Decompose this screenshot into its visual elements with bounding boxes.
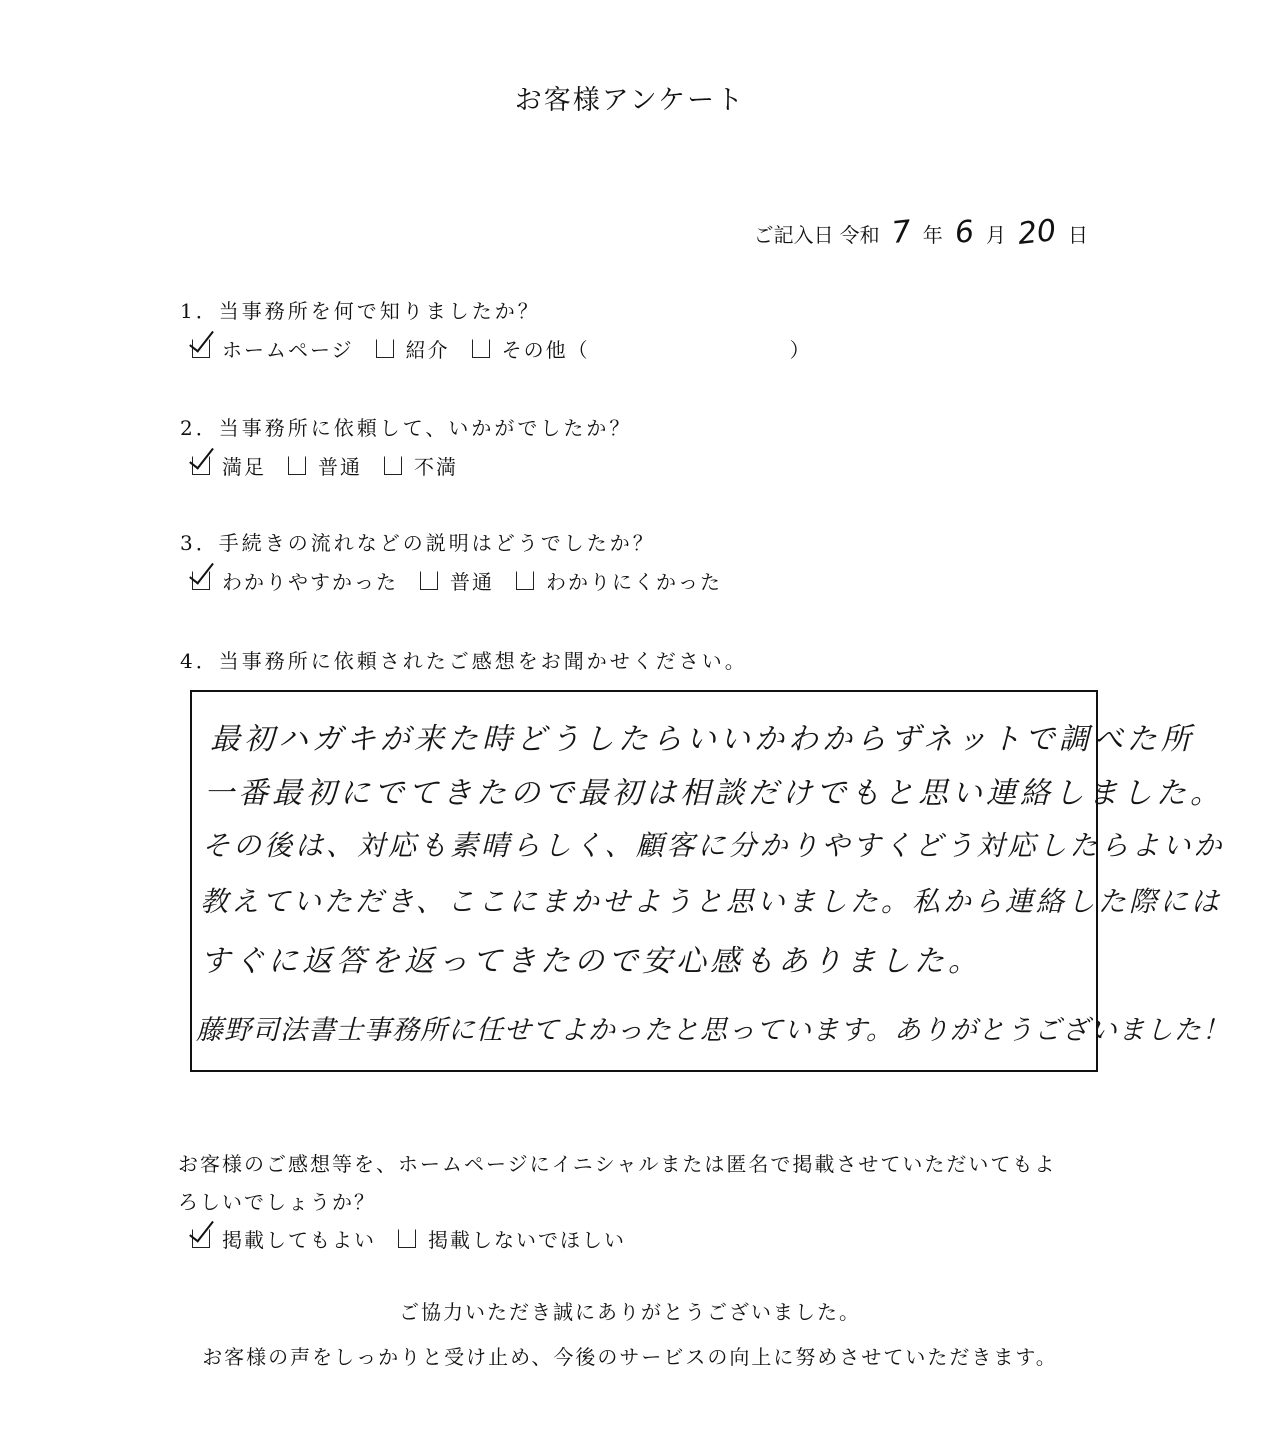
date-year-unit: 年 bbox=[922, 223, 943, 247]
question-2-options bbox=[192, 451, 480, 480]
date-month-unit: 月 bbox=[985, 223, 1006, 247]
option-label: 掲載してもよい bbox=[222, 1228, 376, 1252]
page-title: お客様アンケート bbox=[514, 85, 746, 116]
date-day-unit: 日 bbox=[1068, 223, 1088, 247]
option-label: 紹介 bbox=[405, 338, 450, 362]
option-label: 掲載しないでほしい bbox=[428, 1228, 626, 1252]
date-day-value: 20 bbox=[1016, 213, 1058, 252]
date-month-value: 6 bbox=[952, 214, 976, 251]
option-label: 不満 bbox=[414, 455, 458, 479]
checked-checkbox-icon[interactable] bbox=[192, 456, 210, 475]
q3-option-unclear[interactable] bbox=[516, 566, 722, 595]
q1-option-other[interactable] bbox=[472, 334, 810, 363]
checked-checkbox-icon[interactable] bbox=[192, 571, 210, 590]
q2-option-average[interactable] bbox=[288, 451, 362, 480]
option-label: わかりにくかった bbox=[546, 570, 722, 594]
question-1-options bbox=[192, 334, 832, 363]
date-year-value: 7 bbox=[889, 214, 913, 251]
consent-options bbox=[192, 1224, 648, 1253]
checked-checkbox-icon[interactable] bbox=[192, 339, 210, 358]
q2-option-satisfied[interactable] bbox=[192, 451, 266, 480]
q2-option-dissatisfied[interactable] bbox=[384, 451, 458, 480]
checkbox-icon[interactable] bbox=[420, 571, 438, 590]
option-label: 普通 bbox=[450, 570, 494, 594]
comment-box[interactable] bbox=[190, 690, 1230, 1072]
question-3-options bbox=[192, 566, 744, 595]
checkbox-icon[interactable] bbox=[472, 339, 490, 358]
question-4: 4．当事務所に依頼されたご感想をお聞かせください。 bbox=[180, 649, 748, 673]
footer-thanks: ご協力いただき誠にありがとうございました。 bbox=[399, 1300, 861, 1324]
comment-line: 一番最初にでてきたので最初は相談だけでもと思い連絡しました。 bbox=[204, 776, 1224, 811]
checkbox-icon[interactable] bbox=[516, 571, 534, 590]
option-label: わかりやすかった bbox=[222, 570, 398, 594]
checkbox-icon[interactable] bbox=[288, 456, 306, 475]
consent-option-deny[interactable] bbox=[398, 1224, 626, 1253]
entry-date bbox=[753, 213, 1088, 252]
question-3: 3．手続きの流れなどの説明はどうでしたか？ bbox=[180, 531, 656, 555]
comment-line: その後は、対応も素晴らしく、顧客に分かりやすくどう対応したらよいか bbox=[202, 829, 1225, 862]
q1-option-referral[interactable] bbox=[376, 334, 450, 363]
comment-line: 最初ハガキが来た時どうしたらいいかわからずネットで調べた所 bbox=[210, 722, 1195, 757]
option-label: その他（ bbox=[501, 338, 590, 362]
q1-option-homepage[interactable] bbox=[192, 334, 354, 363]
comment-line: 教えていただき、ここにまかせようと思いました。私から連絡した際には bbox=[200, 885, 1222, 918]
consent-question-line-2: ろしいでしょうか？ bbox=[178, 1190, 376, 1214]
comment-line: すぐに返答を返ってきたので安心感もありました。 bbox=[200, 944, 982, 979]
checkbox-icon[interactable] bbox=[384, 456, 402, 475]
footer-message: お客様の声をしっかりと受け止め、今後のサービスの向上に努めさせていただきます。 bbox=[202, 1345, 1058, 1369]
question-2: 2．当事務所に依頼して、いかがでしたか？ bbox=[180, 416, 633, 440]
q3-option-clear[interactable] bbox=[192, 566, 398, 595]
other-close-paren: ） bbox=[789, 338, 810, 362]
checkbox-icon[interactable] bbox=[376, 339, 394, 358]
question-1: 1．当事務所を何で知りましたか？ bbox=[180, 299, 541, 323]
checked-checkbox-icon[interactable] bbox=[192, 1229, 210, 1248]
option-label: 満足 bbox=[222, 455, 266, 479]
consent-option-allow[interactable] bbox=[192, 1224, 376, 1253]
checkbox-icon[interactable] bbox=[398, 1229, 416, 1248]
date-label: ご記入日 bbox=[753, 223, 834, 247]
option-label: 普通 bbox=[318, 455, 362, 479]
consent-question-line-1: お客様のご感想等を、ホームページにイニシャルまたは匿名で掲載させていただいてもよ bbox=[178, 1152, 1057, 1176]
date-era: 令和 bbox=[839, 223, 880, 247]
q3-option-average[interactable] bbox=[420, 566, 494, 595]
option-label: ホームページ bbox=[222, 338, 354, 362]
comment-line: 藤野司法書士事務所に任せてよかったと思っています。ありがとうございました！ bbox=[196, 1015, 1230, 1046]
